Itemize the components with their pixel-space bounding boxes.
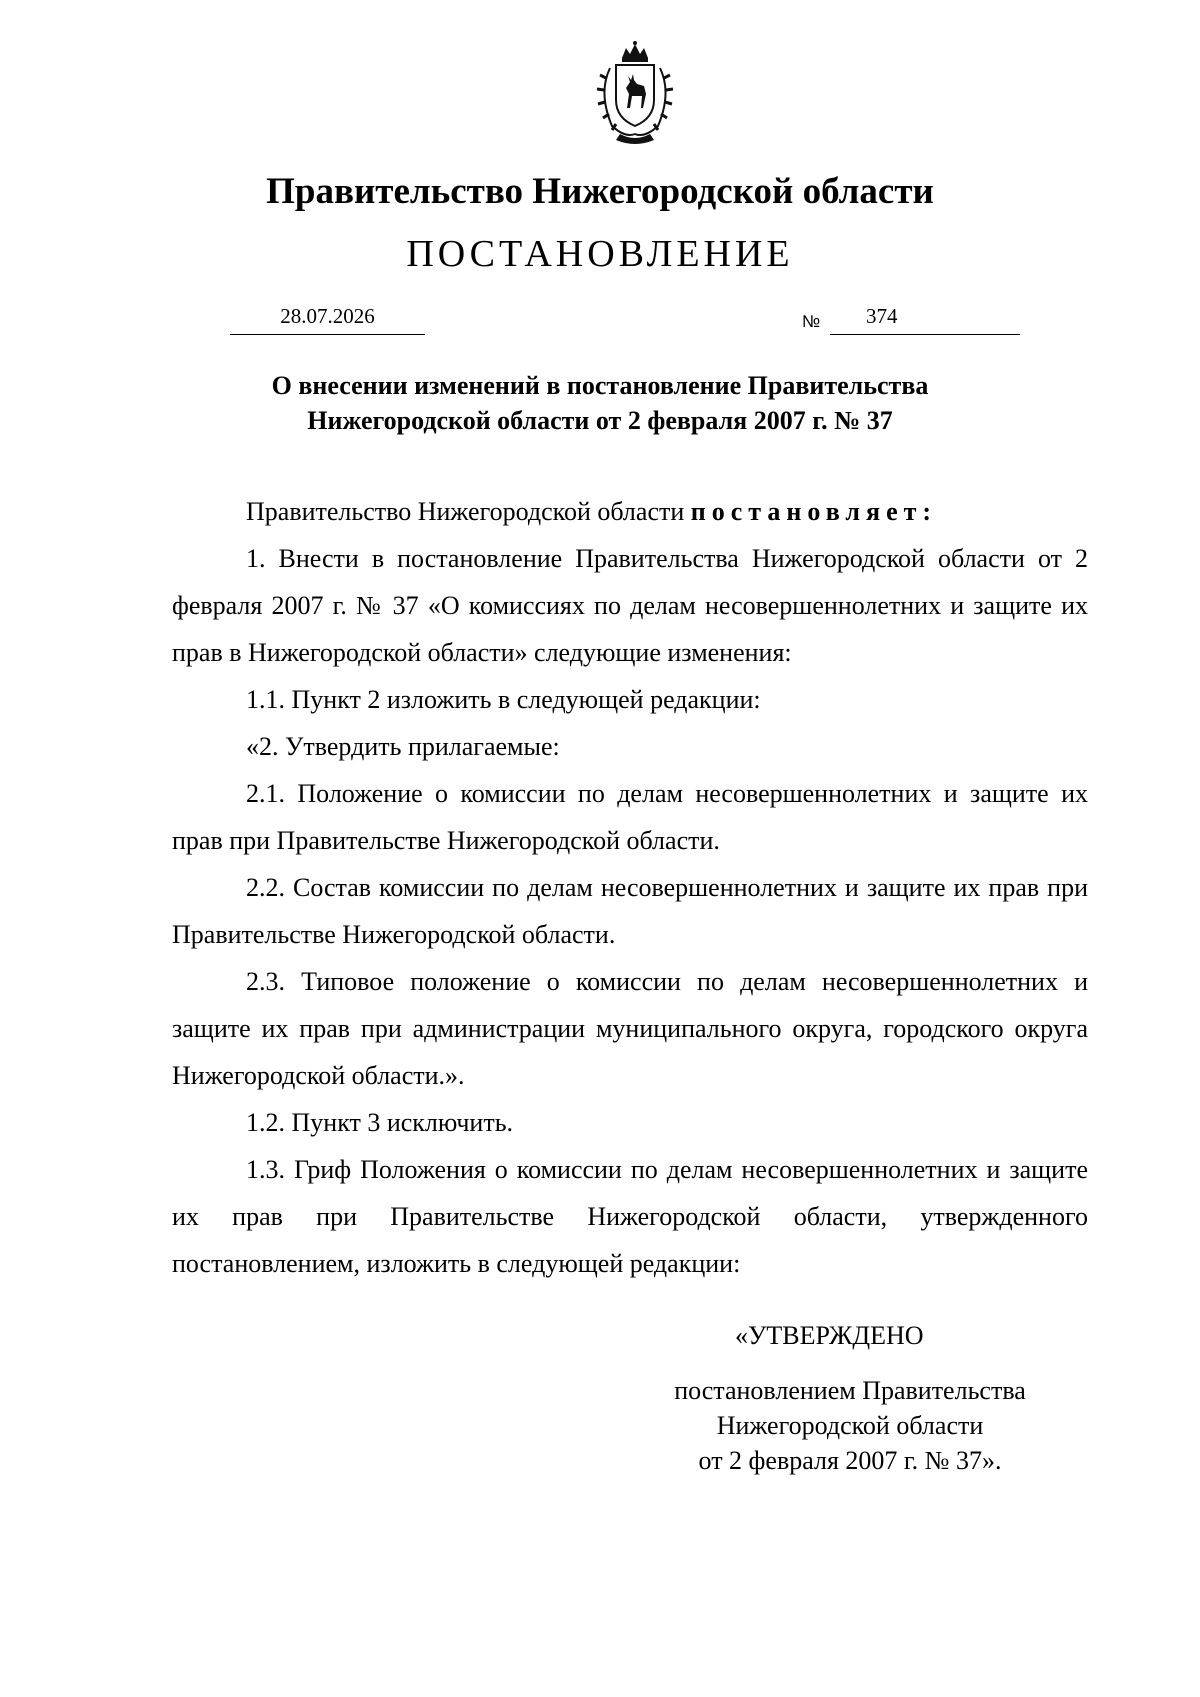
document-subject — [0, 368, 1200, 438]
document-date: 28.07.2026 — [280, 304, 375, 328]
approval-block — [620, 1373, 1080, 1478]
coat-of-arms-icon — [580, 38, 690, 148]
approval-line-1: постановлением Правительства — [674, 1376, 1026, 1405]
document-number: 374 — [866, 304, 898, 328]
document-type: ПОСТАНОВЛЕНИЕ — [406, 233, 794, 275]
subject-line-2: Нижегородской области от 2 февраля 2007 г. № 37 — [307, 406, 893, 435]
paragraph-1-1: 1.1. Пункт 2 изложить в следующей редакции: — [246, 685, 761, 714]
approval-line-2: Нижегородской области — [716, 1411, 984, 1440]
paragraph-2-3: 2.3. Типовое положение о комиссии по делам несовершеннолетних и защите их прав при администрации муниципального округа, городского округа Нижегородской области.». — [172, 967, 1088, 1090]
approval-heading: «УТВЕРЖДЕНО — [735, 1321, 924, 1350]
preamble-verb: постановляет: — [690, 497, 938, 526]
paragraph-2-2: 2.2. Состав комиссии по делам несовершеннолетних и защите их прав при Правительстве Нижегородской области. — [172, 873, 1088, 949]
paragraph-quote-2: «2. Утвердить прилагаемые: — [246, 732, 560, 761]
subject-line-1: О внесении изменений в постановление Правительства — [271, 371, 929, 400]
approval-line-3: от 2 февраля 2007 г. № 37». — [698, 1446, 1002, 1475]
preamble-text: Правительство Нижегородской области — [246, 497, 691, 526]
preamble — [172, 488, 1088, 535]
date-field — [230, 302, 425, 335]
paragraph-1: 1. Внести в постановление Правительства Нижегородской области от 2 февраля 2007 г. № 37 «О комиссиях по делам несовершеннолетних и защите их прав в Нижегородской области» следующие изменения: — [172, 544, 1088, 667]
paragraph-1-2: 1.2. Пункт 3 исключить. — [246, 1108, 514, 1137]
number-sign: № — [802, 312, 821, 331]
number-field — [830, 302, 1020, 335]
paragraph-2-1: 2.1. Положение о комиссии по делам несовершеннолетних и защите их прав при Правительстве Нижегородской области. — [172, 779, 1088, 855]
paragraph-1-3: 1.3. Гриф Положения о комиссии по делам несовершеннолетних и защите их прав при Правительстве Нижегородской области, утвержденного постановлением, изложить в следующей редакции: — [172, 1155, 1088, 1278]
organization-name: Правительство Нижегородской области — [266, 171, 934, 212]
document-body — [172, 488, 1088, 1287]
